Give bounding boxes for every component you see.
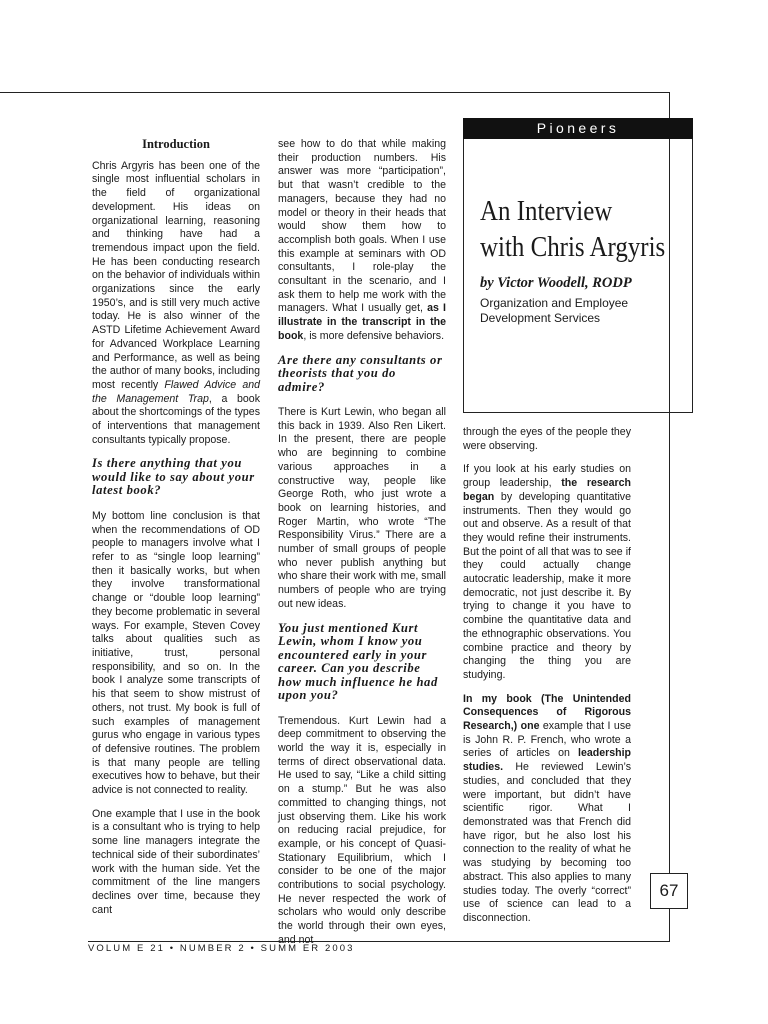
paragraph: One example that I use in the book is a consultant who is trying to help some line managers integrate the technical side of their subordinates’ work with the human side. Yet the commitment of the line mangers declines over time, because they cant [92, 807, 260, 916]
article-title [480, 193, 665, 265]
paragraph: There is Kurt Lewin, who began all this back in 1939. Also Ren Likert. In the present, there are people who are beginning to combine various approaches in a constructive way, people like George Roth, who just wrote a book on learning histories, and Roger Martin, who wrote “The Responsibility Virus.” There are a number of small groups of people who never publish anything but who share their work with me, small numbers of people who are trying out new ideas. [278, 406, 446, 610]
byline: by Victor Woodell, RODP [480, 275, 632, 291]
book-title: Flawed Advice and the Management Trap [92, 378, 260, 405]
top-rule [0, 92, 670, 93]
journal-footer: VOLUM E 21 • NUMBER 2 • SUMM ER 2003 [88, 943, 355, 954]
column-2 [278, 138, 446, 958]
paragraph: see how to do that while making their production numbers. His answer was more “participation”, but that wasn’t credible to the managers, because they had no model or theory in their heads that would show them how to accomplish both goals. When I use this example at seminars with OD consultants, I role-play the consultant in the scenario, and I ask them to help me work with the managers. What I usually get, as I illustrate in the transcript in the book, is more defensive behaviors. [278, 138, 447, 342]
header-box-left-rule [463, 118, 464, 413]
paragraph: If you look at his early studies on group leadership, the research began by developing quantitative instruments. Then they would go out and observe. As a result of that they would refine their instruments. But the point of all that was to see if they could actually change autocratic leadership, make it more democratic, not just describe it. By trying to change it you have to combine the quantitative data and the ethnographic observations. You combine practice and theory by changing the thing you are studying. [463, 463, 631, 681]
paragraph: My bottom line conclusion is that when the recommendations of OD people to managers involve what I refer to as “single loop learning” then it basically works, but when they involve transformational change or “double loop learning” they become problematic in several ways. For example, Steven Covey talks about qualities such as initiative, trust, personal responsibility, and so on. In the book I analyze some transcripts of his that seem to show mistrust of others, not trust. My book is full of such examples of management gurus who engage in various types of defensive routines. The problem is that many people are telling executives how to behave, but their advice is not connected to reality. [92, 509, 260, 797]
title-line-1: An Interview [480, 195, 613, 227]
section-label: Pioneers [463, 118, 693, 139]
interview-question: You just mentioned Kurt Lewin, whom I know you encountered early in your career. Can you describe how much influence he had upon you? [278, 620, 438, 703]
paragraph: through the eyes of the people they were observing. [463, 426, 631, 452]
page-number: 67 [650, 873, 688, 909]
affiliation: Organization and Employee Development Services [480, 296, 629, 325]
paragraph: Tremendous. Kurt Lewin had a deep commitment to observing the world the way it is, especially in terms of direct observational data. He used to say, “Like a child sitting on a stump.” But he was also committed to changing things, not just observing them. Like his work on reducing racial prejudice, for example, or his concept of Quasi-Stationary Equilibrium, which I consider to be one of the major contributions to social psychology. He never respected the work of scholars who would only describe the world through their own eyes, and not [278, 714, 446, 946]
header-box-bottom-rule [463, 412, 693, 413]
header-box-right-rule [692, 118, 693, 413]
title-line-2: with Chris Argyris [480, 231, 666, 263]
paragraph: In my book (The Unintended Consequences of Rigorous Research,) one example that I use is John R. P. French, who wrote a series of articles on leadership studies. He reviewed Lewin’s studies, and concluded that they were important, but didn’t have scientific rigor. What I demonstrated was that French did have rigor, but he also lost his connection to the reality of what he was studying by becoming too abstract. This also applies to many studies today. The overly “correct” use of science can lead to a disconnection. [463, 692, 632, 924]
column-1 [92, 138, 260, 927]
interview-question: Is there anything that you would like to say about your latest book? [92, 456, 255, 498]
section-heading-introduction: Introduction [142, 137, 210, 151]
right-rule [669, 92, 670, 942]
column-3 [463, 426, 631, 936]
paragraph: Chris Argyris has been one of the single most influential scholars in the field of organizational development. His ideas on organizational learning, reasoning and thinking have had a tremendous impact upon the field. He has been conducting research on the behavior of individuals within organizations since the early 1950’s, and is still very much active today. He is also winner of the ASTD Lifetime Achievement Award for Advanced Workplace Learning and Performance, as well as being the author of many books, including most recently Flawed Advice and the Management Trap, a book about the shortcomings of the types of interventions that management consultants typically propose. [92, 159, 260, 446]
interview-question: Are there any consultants or theorists that you do admire? [278, 352, 443, 394]
